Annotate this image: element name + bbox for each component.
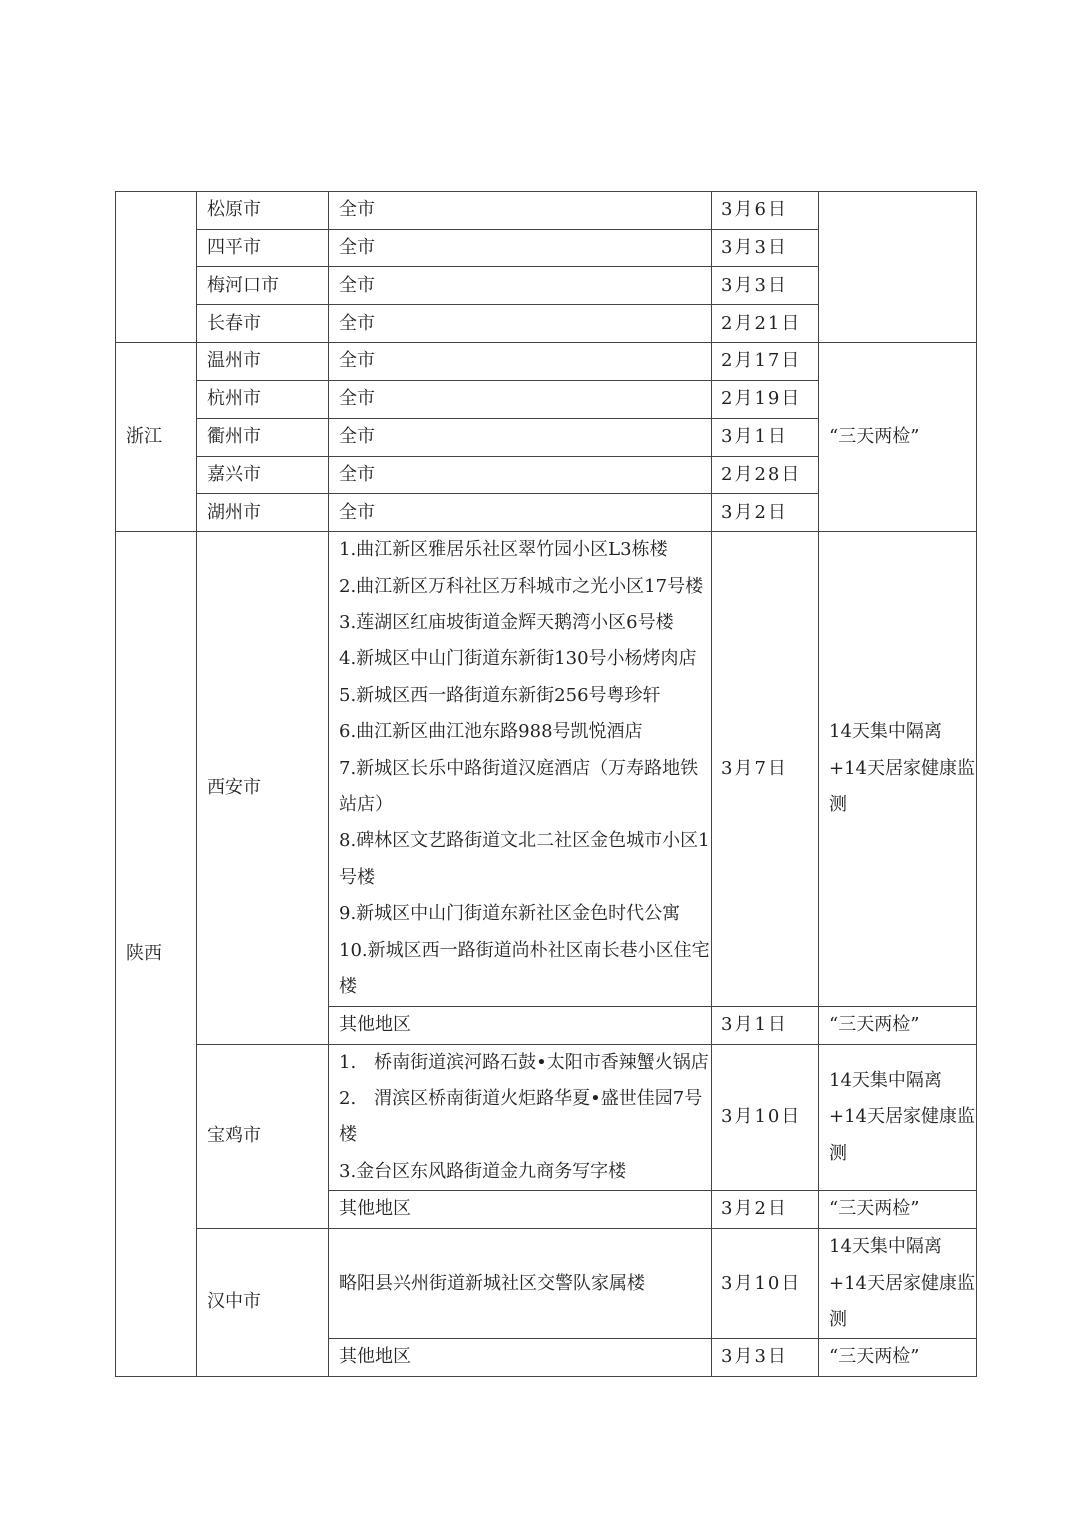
area-cell: 全市 [329, 305, 712, 343]
date-cell: 3月1日 [712, 1006, 819, 1044]
area-list-item: 2. 渭滨区桥南街道火炬路华夏•盛世佳园7号楼 [339, 1087, 703, 1146]
area-cell: 全市 [329, 380, 712, 418]
area-cell: 全市 [329, 343, 712, 380]
city-cell: 嘉兴市 [197, 456, 329, 493]
area-cell: 全市 [329, 494, 712, 532]
date-cell: 3月10日 [712, 1229, 819, 1339]
date-cell: 2月21日 [712, 305, 819, 343]
area-cell: 全市 [329, 456, 712, 493]
measure-cell: “三天两检” [819, 1339, 977, 1376]
city-cell: 松原市 [197, 192, 329, 230]
area-list-item: 10.新城区西一路街道尚朴社区南长巷小区住宅楼 [339, 939, 710, 998]
province-cell [116, 192, 197, 343]
area-list-cell [329, 1044, 712, 1191]
area-cell: 全市 [329, 192, 712, 230]
area-cell: 全市 [329, 230, 712, 267]
date-cell: 3月3日 [712, 267, 819, 305]
date-cell: 3月6日 [712, 192, 819, 230]
area-list-cell [329, 1229, 712, 1339]
province-cell: 陕西 [116, 532, 197, 1377]
date-cell: 3月2日 [712, 1191, 819, 1229]
area-cell: 其他地区 [329, 1006, 712, 1044]
table-row [116, 192, 977, 230]
date-cell: 2月28日 [712, 456, 819, 493]
city-cell: 温州市 [197, 343, 329, 380]
area-list-item: 5.新城区西一路街道东新街256号粤珍轩 [339, 684, 661, 706]
date-cell: 3月10日 [712, 1044, 819, 1191]
measure-cell: 14天集中隔离+14天居家健康监测 [819, 1044, 977, 1191]
date-cell: 3月7日 [712, 532, 819, 1006]
date-cell: 3月3日 [712, 230, 819, 267]
measure-cell: “三天两检” [819, 1006, 977, 1044]
area-cell: 全市 [329, 267, 712, 305]
city-cell: 衢州市 [197, 418, 329, 456]
area-list-item: 1. 桥南街道滨河路石鼓•太阳市香辣蟹火锅店 [339, 1051, 709, 1073]
date-cell: 2月17日 [712, 343, 819, 380]
table-row [116, 532, 977, 1006]
measure-cell [819, 192, 977, 343]
city-cell: 汉中市 [197, 1229, 329, 1377]
measure-cell: “三天两检” [819, 343, 977, 532]
risk-area-table [115, 191, 977, 1377]
table-row [116, 343, 977, 380]
table-row [116, 1044, 977, 1191]
table-row [116, 1229, 977, 1339]
date-cell: 2月19日 [712, 380, 819, 418]
city-cell: 湖州市 [197, 494, 329, 532]
city-cell: 四平市 [197, 230, 329, 267]
area-list-item: 2.曲江新区万科社区万科城市之光小区17号楼 [339, 575, 704, 597]
area-list-item: 7.新城区长乐中路街道汉庭酒店（万寿路地铁站店） [339, 757, 699, 816]
measure-cell: 14天集中隔离+14天居家健康监测 [819, 1229, 977, 1339]
city-cell: 梅河口市 [197, 267, 329, 305]
area-list-item: 1.曲江新区雅居乐社区翠竹园小区L3栋楼 [339, 539, 668, 561]
city-cell: 杭州市 [197, 380, 329, 418]
area-list-item: 3.金台区东风路街道金九商务写字楼 [339, 1160, 627, 1182]
city-cell: 长春市 [197, 305, 329, 343]
city-cell: 宝鸡市 [197, 1044, 329, 1229]
measure-cell: 14天集中隔离+14天居家健康监测 [819, 532, 977, 1006]
measure-cell: “三天两检” [819, 1191, 977, 1229]
date-cell: 3月1日 [712, 418, 819, 456]
area-cell: 其他地区 [329, 1191, 712, 1229]
area-list-item: 8.碑林区文艺路街道文北二社区金色城市小区1号楼 [339, 830, 710, 888]
area-list-item: 9.新城区中山门街道东新社区金色时代公寓 [339, 903, 681, 925]
area-list-item: 略阳县兴州街道新城社区交警队家属楼 [339, 1272, 645, 1294]
date-cell: 3月2日 [712, 494, 819, 532]
area-cell: 其他地区 [329, 1339, 712, 1376]
area-list-item: 6.曲江新区曲江池东路988号凯悦酒店 [339, 721, 643, 743]
province-cell: 浙江 [116, 343, 197, 532]
area-cell: 全市 [329, 418, 712, 456]
area-list-item: 4.新城区中山门街道东新街130号小杨烤肉店 [339, 648, 697, 670]
date-cell: 3月3日 [712, 1339, 819, 1376]
area-list-cell [329, 532, 712, 1006]
city-cell: 西安市 [197, 532, 329, 1044]
area-list-item: 3.莲湖区红庙坡街道金辉天鹅湾小区6号楼 [339, 612, 674, 634]
